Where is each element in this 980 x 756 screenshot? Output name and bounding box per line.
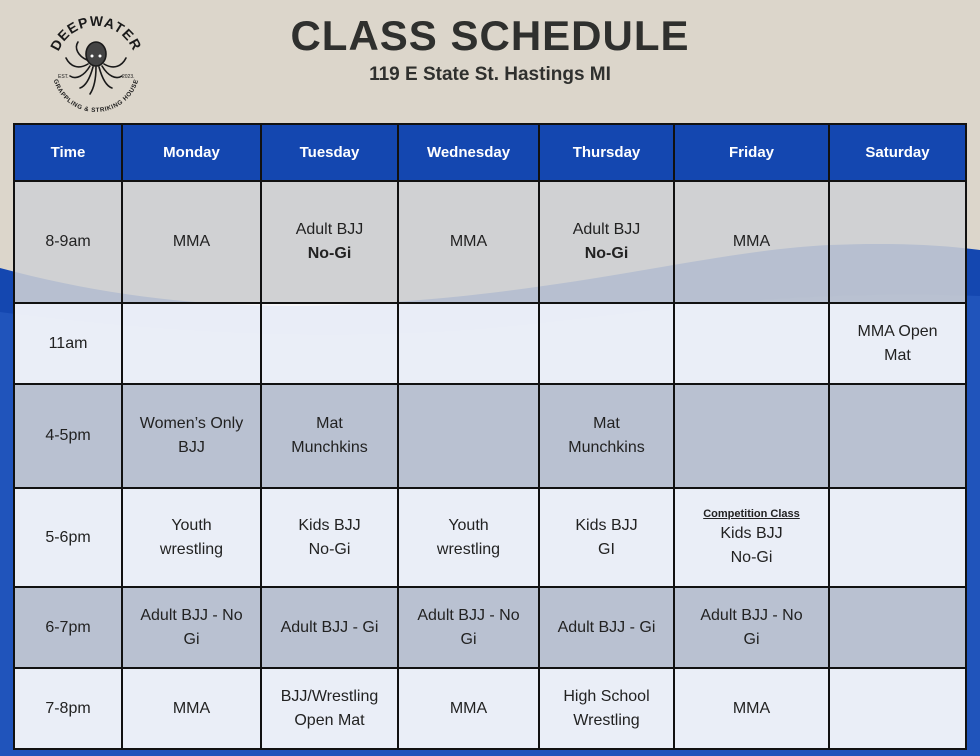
column-header-wednesday: Wednesday (398, 124, 539, 181)
class-cell (261, 668, 398, 749)
class-cell: MMA (674, 181, 829, 303)
class-name-cont: Mat (884, 346, 911, 364)
time-cell: 8-9am (14, 181, 122, 303)
class-cell: Adult BJJ - Gi (539, 587, 674, 668)
class-cell (122, 587, 261, 668)
table-row (14, 384, 966, 488)
header-row (14, 124, 966, 181)
class-name-cont: Munchkins (291, 439, 368, 456)
class-name: Youth (171, 516, 212, 534)
logo-tagline-text: GRAPPLING & STRIKING HOUSE (51, 78, 141, 115)
class-cell (398, 384, 539, 488)
class-cell (674, 488, 829, 587)
class-cell (398, 587, 539, 668)
table-row (14, 303, 966, 384)
address-text: 119 E State St. Hastings MI (369, 64, 611, 85)
class-name: BJJ/Wrestling (280, 687, 379, 705)
column-header-time: Time (14, 124, 122, 181)
class-cell (539, 303, 674, 384)
class-cell (674, 303, 829, 384)
class-name: Kids BJJ (298, 516, 361, 534)
class-name-cont: Munchkins (568, 439, 645, 456)
class-name: Mat (316, 415, 343, 432)
class-cell (539, 181, 674, 303)
class-cell (829, 181, 966, 303)
class-name-cont: wrestling (436, 540, 501, 558)
table-row (14, 181, 966, 303)
class-name-cont: Open Mat (294, 711, 365, 729)
table-row (14, 668, 966, 749)
class-name: Youth (448, 516, 489, 534)
competition-class-note: Competition Class (703, 507, 800, 520)
class-cell (674, 587, 829, 668)
class-cell (539, 668, 674, 749)
class-name-cont: Wrestling (573, 711, 640, 729)
class-variant: No-Gi (584, 245, 629, 262)
class-name: Women’s Only (139, 415, 244, 432)
class-name: MMA Open (857, 322, 938, 340)
time-cell: 6-7pm (14, 587, 122, 668)
class-cell (122, 488, 261, 587)
column-header-tuesday: Tuesday (261, 124, 398, 181)
class-cell (122, 384, 261, 488)
page-title: CLASS SCHEDULE (290, 12, 690, 59)
time-cell: 11am (14, 303, 122, 384)
class-schedule-table (13, 123, 967, 750)
class-cell (261, 303, 398, 384)
class-cell (829, 303, 966, 384)
class-name: Mat (593, 415, 620, 432)
class-variant: No-Gi (730, 548, 773, 566)
class-name-cont: Gi (460, 630, 477, 648)
class-name: Kids BJJ (720, 524, 783, 542)
class-variant: No-Gi (307, 245, 352, 262)
class-cell (398, 488, 539, 587)
class-name-cont: Gi (183, 630, 200, 648)
class-cell (122, 303, 261, 384)
class-name: Adult BJJ - No (140, 606, 243, 624)
class-cell (674, 384, 829, 488)
column-header-friday: Friday (674, 124, 829, 181)
column-header-monday: Monday (122, 124, 261, 181)
class-cell (261, 181, 398, 303)
table-row (14, 587, 966, 668)
class-name: Adult BJJ - No (700, 606, 803, 624)
class-cell (829, 384, 966, 488)
class-name: Adult BJJ (572, 221, 641, 238)
class-cell (261, 488, 398, 587)
svg-text:GRAPPLING & STRIKING HOUSE (52, 78, 141, 114)
deepwater-logo (40, 10, 152, 122)
class-cell: MMA (122, 668, 261, 749)
column-header-thursday: Thursday (539, 124, 674, 181)
logo-est-right: 2023. (122, 74, 135, 80)
class-name: High School (563, 687, 650, 705)
time-cell: 5-6pm (14, 488, 122, 587)
class-cell (829, 587, 966, 668)
class-variant: GI (598, 540, 615, 558)
time-cell: 7-8pm (14, 668, 122, 749)
class-name-cont: BJJ (178, 439, 205, 456)
class-cell (539, 488, 674, 587)
class-cell: MMA (674, 668, 829, 749)
class-name-cont: wrestling (159, 540, 224, 558)
time-cell: 4-5pm (14, 384, 122, 488)
class-name: Adult BJJ - No (417, 606, 520, 624)
class-cell (398, 303, 539, 384)
class-cell: Adult BJJ - Gi (261, 587, 398, 668)
class-cell: MMA (398, 668, 539, 749)
class-cell (539, 384, 674, 488)
logo-brand-text: DEEPWATER (46, 12, 146, 54)
class-cell: MMA (398, 181, 539, 303)
class-variant: No-Gi (308, 540, 351, 558)
class-cell: MMA (122, 181, 261, 303)
table-row (14, 488, 966, 587)
class-cell (829, 488, 966, 587)
class-name: Adult BJJ (295, 221, 364, 238)
class-name: Kids BJJ (575, 516, 638, 534)
octopus-icon (66, 42, 126, 94)
class-cell (261, 384, 398, 488)
class-name-cont: Gi (743, 630, 760, 648)
column-header-saturday: Saturday (829, 124, 966, 181)
logo-est-left: EST. (58, 74, 69, 80)
class-cell (829, 668, 966, 749)
